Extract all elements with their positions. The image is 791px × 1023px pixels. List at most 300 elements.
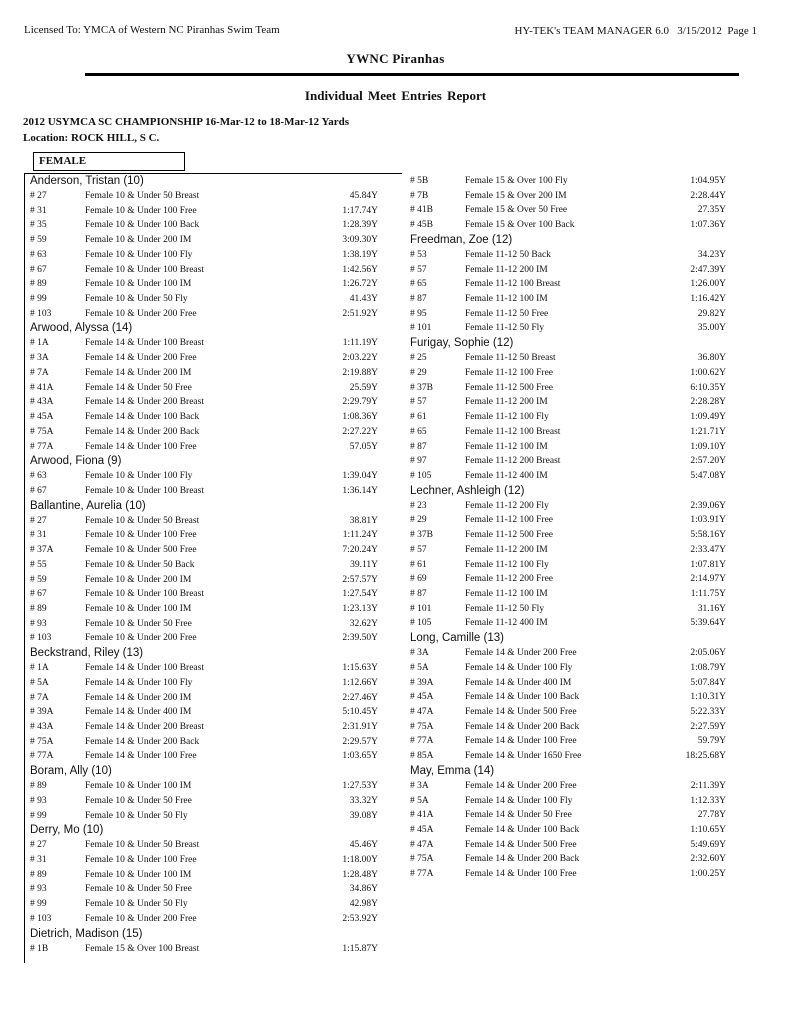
entry-row [410, 292, 726, 307]
seed-time: 5:22.33Y [690, 707, 726, 717]
entry-row [30, 292, 378, 307]
event-number: # 7B [410, 190, 429, 201]
entry-row [30, 705, 378, 720]
entry-row [30, 440, 378, 455]
seed-time: 5:58.16Y [690, 530, 726, 541]
entry-row [410, 734, 726, 749]
seed-time: 36.80Y [697, 353, 726, 364]
event-number: # 5A [410, 795, 429, 806]
event-number: # 1A [30, 338, 49, 349]
event-number: # 77A [30, 441, 54, 452]
seed-time: 5:49.69Y [690, 839, 726, 850]
event-name: Female 14 & Under 100 Free [85, 751, 197, 762]
entry-row [410, 218, 726, 233]
event-number: # 99 [30, 899, 47, 910]
event-number: # 47A [410, 839, 434, 850]
swimmer-name: May, Emma (14) [410, 764, 495, 777]
event-name: Female 10 & Under 50 Back [85, 559, 195, 570]
event-name: Female 14 & Under 100 Fly [465, 795, 573, 806]
event-name: Female 10 & Under 100 Breast [85, 264, 204, 275]
entry-row [410, 852, 726, 867]
event-name: Female 15 & Over 100 Back [465, 220, 575, 231]
seed-time: 1:11.19Y [342, 338, 378, 349]
event-name: Female 10 & Under 100 Breast [85, 485, 204, 496]
entry-row [410, 263, 726, 278]
event-name: Female 11-12 200 IM [465, 544, 548, 555]
entry-row [30, 838, 378, 853]
event-number: # 41A [410, 810, 434, 821]
swimmer-name: Dietrich, Madison (15) [30, 927, 143, 940]
event-number: # 29 [410, 367, 427, 378]
event-number: # 43A [30, 722, 54, 732]
entry-row [30, 631, 378, 646]
event-number: # 27 [30, 515, 47, 526]
event-name: Female 14 & Under 100 Fly [85, 677, 193, 688]
seed-time: 2:57.57Y [342, 574, 378, 585]
event-number: # 59 [30, 235, 47, 246]
seed-time: 1:07.81Y [690, 559, 726, 570]
entry-row [410, 646, 726, 661]
seed-time: 6:10.35Y [690, 382, 726, 393]
seed-time: 5:47.08Y [690, 470, 726, 481]
swimmer-name: Freedman, Zoe (12) [410, 233, 513, 246]
event-name: Female 14 & Under 100 Back [465, 692, 580, 703]
event-name: Female 14 & Under 400 IM [85, 707, 192, 718]
event-number: # 75A [410, 854, 434, 865]
event-number: # 47A [410, 707, 434, 717]
seed-time: 1:10.31Y [690, 692, 726, 703]
entry-row [30, 735, 378, 750]
seed-time: 2:39.50Y [342, 633, 378, 644]
right-column [410, 174, 726, 882]
swimmer-name: Long, Camille (13) [410, 632, 504, 645]
seed-time: 1:17.74Y [342, 205, 378, 216]
event-name: Female 11-12 100 Free [465, 515, 554, 526]
event-number: # 75A [30, 736, 54, 747]
seed-time: 1:12.66Y [342, 677, 378, 688]
seed-time: 25.59Y [349, 382, 378, 393]
swimmer-name: Furigay, Sophie (12) [410, 337, 514, 350]
event-name: Female 11-12 500 Free [465, 530, 554, 541]
entry-row [30, 410, 378, 425]
entry-row [30, 676, 378, 691]
event-name: Female 14 & Under 100 Free [85, 441, 197, 452]
entry-row [410, 469, 726, 484]
event-number: # 93 [30, 618, 47, 629]
seed-time: 1:12.33Y [690, 795, 726, 806]
event-number: # 57 [410, 397, 427, 408]
entry-row [30, 528, 378, 543]
event-number: # 57 [410, 264, 427, 275]
event-number: # 103 [30, 308, 52, 319]
event-number: # 99 [30, 810, 47, 821]
seed-time: 18:25.68Y [685, 751, 726, 762]
event-name: Female 10 & Under 100 Fly [85, 471, 193, 482]
entry-row [410, 410, 726, 425]
entry-row [410, 307, 726, 322]
seed-time: 1:27.53Y [342, 781, 378, 792]
entry-row [410, 690, 726, 705]
event-name: Female 11-12 200 Fly [465, 500, 549, 511]
entry-row [410, 499, 726, 514]
swimmer-name: Derry, Mo (10) [30, 824, 104, 837]
event-number: # 3A [410, 648, 429, 659]
event-name: Female 14 & Under 200 IM [85, 367, 192, 378]
seed-time: 27.35Y [697, 205, 726, 216]
seed-time: 2:39.06Y [690, 500, 726, 511]
event-name: Female 10 & Under 200 Free [85, 633, 197, 644]
header-rule [85, 73, 739, 76]
entry-row [30, 661, 378, 676]
event-number: # 89 [30, 869, 47, 880]
left-column [30, 174, 378, 956]
entry-row [410, 838, 726, 853]
seed-time: 5:07.84Y [690, 677, 726, 688]
event-name: Female 15 & Over 100 Fly [465, 176, 568, 186]
event-name: Female 14 & Under 200 IM [85, 692, 192, 703]
event-number: # 55 [30, 559, 47, 570]
event-number: # 5B [410, 176, 429, 186]
seed-time: 2:14.97Y [690, 574, 726, 585]
event-name: Female 14 & Under 200 Back [465, 721, 580, 732]
seed-time: 2:27.22Y [342, 426, 378, 437]
seed-time: 1:11.24Y [342, 530, 378, 541]
event-name: Female 14 & Under 50 Free [85, 382, 192, 393]
team-name: YWNC Piranhas [346, 51, 445, 66]
swimmer-name: Arwood, Alyssa (14) [30, 322, 133, 335]
entry-row [30, 853, 378, 868]
event-name: Female 14 & Under 200 Back [85, 426, 200, 437]
event-name: Female 14 & Under 200 Breast [85, 722, 204, 732]
seed-time: 29.82Y [697, 308, 726, 319]
report-title: Individual Meet Entries Report [304, 88, 487, 103]
swimmer-name: Lechner, Ashleigh (12) [410, 484, 525, 497]
event-number: # 39A [410, 677, 434, 688]
event-name: Female 11-12 100 Fly [465, 412, 549, 423]
event-name: Female 10 & Under 50 Fly [85, 294, 188, 305]
event-name: Female 10 & Under 50 Fly [85, 899, 188, 910]
event-number: # 31 [30, 855, 47, 866]
entry-row [30, 617, 378, 632]
seed-time: 45.46Y [349, 840, 378, 851]
seed-time: 34.23Y [697, 249, 726, 260]
event-name: Female 10 & Under 200 IM [85, 235, 192, 246]
event-name: Female 11-12 50 Back [465, 249, 551, 260]
event-name: Female 11-12 50 Free [465, 308, 549, 319]
event-number: # 75A [410, 721, 434, 732]
event-name: Female 15 & Over 50 Free [465, 205, 568, 216]
event-number: # 87 [410, 441, 427, 452]
seed-time: 57.05Y [349, 441, 378, 452]
event-number: # 87 [410, 588, 427, 599]
event-number: # 65 [410, 426, 427, 437]
seed-time: 35.00Y [697, 323, 726, 334]
event-name: Female 11-12 50 Fly [465, 603, 545, 614]
entry-row [30, 543, 378, 558]
entry-row [30, 720, 378, 735]
event-name: Female 14 & Under 200 Free [465, 780, 577, 791]
event-number: # 29 [410, 515, 427, 526]
entry-row [410, 705, 726, 720]
event-number: # 63 [30, 249, 47, 260]
seed-time: 1:42.56Y [342, 264, 378, 275]
seed-time: 2:29.57Y [342, 736, 378, 747]
seed-time: 2:32.60Y [690, 854, 726, 865]
event-number: # 85A [410, 751, 434, 762]
event-name: Female 14 & Under 100 Breast [85, 338, 204, 349]
event-number: # 65 [410, 279, 427, 290]
seed-time: 1:09.49Y [690, 412, 726, 423]
event-name: Female 11-12 50 Breast [465, 353, 556, 364]
entry-row [410, 749, 726, 764]
event-name: Female 10 & Under 100 IM [85, 279, 192, 290]
event-number: # 89 [30, 603, 47, 614]
left-border-line [24, 173, 25, 963]
event-name: Female 11-12 100 IM [465, 441, 548, 452]
event-name: Female 14 & Under 100 Back [85, 412, 200, 423]
gender-box: FEMALE [33, 152, 185, 171]
entry-row [30, 233, 378, 248]
seed-time: 1:39.04Y [342, 471, 378, 482]
entry-row [30, 868, 378, 883]
event-number: # 31 [30, 530, 47, 541]
entry-row [410, 440, 726, 455]
meet-location: Location: ROCK HILL, S C. [23, 132, 160, 144]
event-number: # 77A [30, 751, 54, 762]
entry-row [410, 425, 726, 440]
event-name: Female 10 & Under 50 Breast [85, 191, 200, 201]
entry-row [30, 366, 378, 381]
event-name: Female 10 & Under 50 Breast [85, 840, 200, 851]
entry-row [30, 809, 378, 824]
event-number: # 35 [30, 220, 47, 231]
event-name: Female 10 & Under 50 Fly [85, 810, 188, 821]
entry-row [30, 336, 378, 351]
event-number: # 5A [30, 677, 49, 688]
event-name: Female 14 & Under 200 Back [465, 854, 580, 865]
event-name: Female 10 & Under 500 Free [85, 545, 197, 556]
event-name: Female 11-12 200 Free [465, 574, 554, 585]
entry-row [410, 528, 726, 543]
entry-row [30, 749, 378, 764]
seed-time: 2:53.92Y [342, 913, 378, 924]
event-number: # 27 [30, 191, 47, 201]
entry-row [30, 189, 378, 204]
entry-row [30, 882, 378, 897]
event-name: Female 10 & Under 200 IM [85, 574, 192, 585]
event-name: Female 10 & Under 100 IM [85, 603, 192, 614]
seed-time: 2:33.47Y [690, 544, 726, 555]
seed-time: 1:03.91Y [690, 515, 726, 526]
seed-time: 2:27.46Y [342, 692, 378, 703]
seed-time: 1:00.62Y [690, 367, 726, 378]
event-number: # 95 [410, 308, 427, 319]
event-number: # 61 [410, 412, 427, 423]
entry-row [410, 366, 726, 381]
entry-row [30, 573, 378, 588]
entry-row [30, 395, 378, 410]
event-name: Female 11-12 400 IM [465, 618, 548, 629]
entry-row [410, 794, 726, 809]
event-name: Female 11-12 100 Fly [465, 559, 549, 570]
seed-time: 39.08Y [349, 810, 378, 821]
event-number: # 77A [410, 869, 434, 880]
event-number: # 7A [30, 367, 49, 378]
seed-time: 7:20.24Y [342, 545, 378, 556]
entry-row [30, 307, 378, 322]
event-number: # 101 [410, 603, 432, 614]
entry-row [410, 779, 726, 794]
event-name: Female 14 & Under 200 Free [85, 353, 197, 364]
entry-row [30, 897, 378, 912]
entry-row [410, 395, 726, 410]
seed-time: 34.86Y [349, 884, 378, 895]
event-name: Female 10 & Under 50 Free [85, 795, 192, 806]
seed-time: 1:10.65Y [690, 825, 726, 836]
entry-row [30, 602, 378, 617]
event-name: Female 10 & Under 100 Fly [85, 249, 193, 260]
event-number: # 45A [30, 412, 54, 423]
event-name: Female 11-12 100 Breast [465, 426, 561, 437]
entry-row [410, 203, 726, 218]
entry-row [410, 808, 726, 823]
event-name: Female 14 & Under 200 Back [85, 736, 200, 747]
event-number: # 75A [30, 426, 54, 437]
seed-time: 1:23.13Y [342, 603, 378, 614]
meet-name: 2012 USYMCA SC CHAMPIONSHIP 16-Mar-12 to 18-Mar-12 Yards [23, 116, 349, 128]
event-number: # 5A [410, 662, 429, 673]
seed-time: 2:28.28Y [690, 397, 726, 408]
event-number: # 39A [30, 707, 54, 718]
entry-row [410, 277, 726, 292]
event-name: Female 11-12 200 IM [465, 397, 548, 408]
event-number: # 23 [410, 500, 427, 511]
event-number: # 97 [410, 456, 427, 467]
event-number: # 37B [410, 382, 433, 393]
seed-time: 27.78Y [697, 810, 726, 821]
entry-row [410, 720, 726, 735]
entry-row [410, 248, 726, 263]
entry-row [30, 469, 378, 484]
event-number: # 3A [30, 353, 49, 364]
entry-row [410, 189, 726, 204]
event-name: Female 14 & Under 100 Breast [85, 663, 204, 674]
seed-time: 2:19.88Y [342, 367, 378, 378]
event-name: Female 15 & Over 100 Breast [85, 943, 200, 954]
event-name: Female 11-12 500 Free [465, 382, 554, 393]
event-name: Female 10 & Under 100 Free [85, 855, 197, 866]
seed-time: 2:27.59Y [690, 721, 726, 732]
seed-time: 5:10.45Y [342, 707, 378, 718]
event-name: Female 14 & Under 1650 Free [465, 751, 582, 762]
entry-row [30, 381, 378, 396]
entry-row [410, 676, 726, 691]
event-name: Female 10 & Under 100 Breast [85, 589, 204, 600]
seed-time: 2:28.44Y [690, 190, 726, 201]
entry-row [30, 351, 378, 366]
event-name: Female 14 & Under 200 Free [465, 648, 577, 659]
seed-time: 41.43Y [349, 294, 378, 305]
event-name: Female 14 & Under 200 Breast [85, 397, 204, 408]
seed-time: 2:05.06Y [690, 648, 726, 659]
seed-time: 1:27.54Y [342, 589, 378, 600]
seed-time: 1:09.10Y [690, 441, 726, 452]
event-number: # 69 [410, 574, 427, 585]
entry-row [30, 263, 378, 278]
event-number: # 45A [410, 825, 434, 836]
seed-time: 1:04.95Y [690, 176, 726, 186]
event-name: Female 15 & Over 200 IM [465, 190, 567, 201]
seed-time: 1:16.42Y [690, 294, 726, 305]
swimmer-name: Arwood, Fiona (9) [30, 455, 122, 468]
event-number: # 99 [30, 294, 47, 305]
event-number: # 67 [30, 589, 47, 600]
swimmer-name: Anderson, Tristan (10) [30, 175, 144, 187]
event-name: Female 14 & Under 100 Back [465, 825, 580, 836]
event-number: # 1B [30, 943, 49, 954]
seed-time: 39.11Y [350, 559, 378, 570]
seed-time: 2:11.39Y [690, 780, 726, 791]
event-number: # 43A [30, 397, 54, 408]
seed-time: 2:51.92Y [342, 308, 378, 319]
seed-time: 59.79Y [697, 736, 726, 747]
event-number: # 87 [410, 294, 427, 305]
event-number: # 103 [30, 633, 52, 644]
event-name: Female 11-12 200 Breast [465, 456, 561, 467]
entry-row [30, 277, 378, 292]
seed-time: 1:07.36Y [690, 220, 726, 231]
seed-time: 33.32Y [349, 795, 378, 806]
seed-time: 5:39.64Y [690, 618, 726, 629]
event-name: Female 14 & Under 50 Free [465, 810, 572, 821]
event-number: # 59 [30, 574, 47, 585]
seed-time: 1:28.39Y [342, 220, 378, 231]
entry-row [30, 514, 378, 529]
event-number: # 89 [30, 781, 47, 792]
event-number: # 57 [410, 544, 427, 555]
entry-row [410, 823, 726, 838]
entry-row [30, 425, 378, 440]
entry-row [410, 587, 726, 602]
seed-time: 1:00.25Y [690, 869, 726, 880]
event-name: Female 10 & Under 100 Free [85, 205, 197, 216]
event-number: # 45B [410, 220, 433, 231]
event-name: Female 11-12 100 Free [465, 367, 554, 378]
event-name: Female 14 & Under 100 Free [465, 869, 577, 880]
event-number: # 41B [410, 205, 433, 216]
seed-time: 1:28.48Y [342, 869, 378, 880]
seed-time: 1:18.00Y [342, 855, 378, 866]
seed-time: 3:09.30Y [342, 235, 378, 246]
event-name: Female 14 & Under 500 Free [465, 707, 577, 717]
entry-row [410, 867, 726, 882]
event-number: # 27 [30, 840, 47, 851]
entry-row [410, 321, 726, 336]
swimmer-name: Ballantine, Aurelia (10) [30, 499, 146, 512]
swimmer-name: Boram, Ally (10) [30, 765, 112, 778]
event-name: Female 10 & Under 200 Free [85, 308, 197, 319]
entry-row [410, 558, 726, 573]
event-name: Female 10 & Under 50 Free [85, 884, 192, 895]
seed-time: 2:47.39Y [690, 264, 726, 275]
event-name: Female 14 & Under 100 Fly [465, 662, 573, 673]
event-name: Female 10 & Under 100 IM [85, 869, 192, 880]
entry-row [30, 779, 378, 794]
event-name: Female 11-12 100 IM [465, 294, 548, 305]
entry-row [30, 248, 378, 263]
entry-row [30, 587, 378, 602]
event-number: # 63 [30, 471, 47, 482]
